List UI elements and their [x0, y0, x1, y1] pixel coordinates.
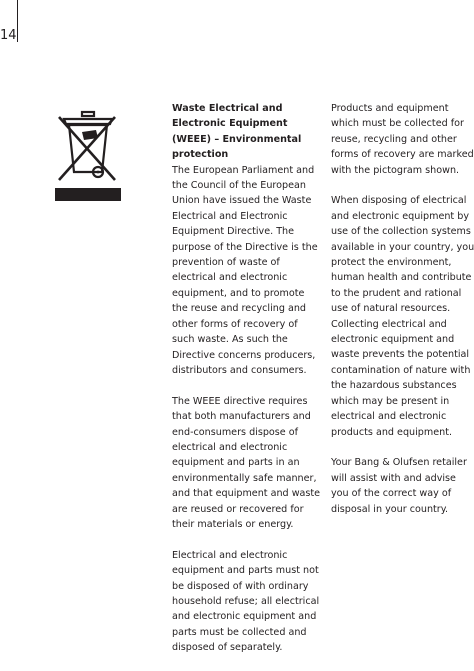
page-number: 14: [0, 28, 17, 43]
paragraph: When disposing of electrical and electronic equipment by use of the collection systems available in your country, you protect the environment, human health and contribute to the prudent and rational use of natural resources. Collecting electrical and electronic equipment and waste prevents the potential contamination of nature with the hazardous substances which may be present in electrical and electronic products and equipment.: [331, 195, 474, 438]
section-heading: Waste Electrical and Electronic Equipment (WEEE) – Environmental protection: [172, 103, 302, 161]
paragraph: The European Parliament and the Council of the European Union have issued the Waste Electrical and Electronic Equipment Directive. The purpose of the Directive is the prevention of waste of electrical and electronic equipment, and to promote the reuse and recycling and other forms of recovery of such waste. As such the Directive concerns producers, distributors and consumers.: [172, 164, 318, 376]
margin-rule: [17, 0, 18, 42]
paragraph: Products and equipment which must be collected for reuse, recycling and other forms of recovery are marked with the pictogram shown.: [331, 103, 474, 176]
crossed-out-wheelie-bin-icon: [52, 110, 124, 214]
paragraph: Electrical and electronic equipment and parts must not be disposed of with ordinary household refuse; all electrical and electronic equipment and parts must be collected and disposed of separately.: [172, 549, 320, 654]
paragraph: Your Bang & Olufsen retailer will assist with and advise you of the correct way of disposal in your country.: [331, 457, 467, 515]
text-column-right: [331, 101, 474, 532]
paragraph: The WEEE directive requires that both manufacturers and end-consumers dispose of electrical and electronic equipment and parts in an environmentally safe manner, and that equipment and waste are reused or recovered for their materials or energy.: [172, 395, 321, 530]
text-column-left: [172, 101, 322, 671]
